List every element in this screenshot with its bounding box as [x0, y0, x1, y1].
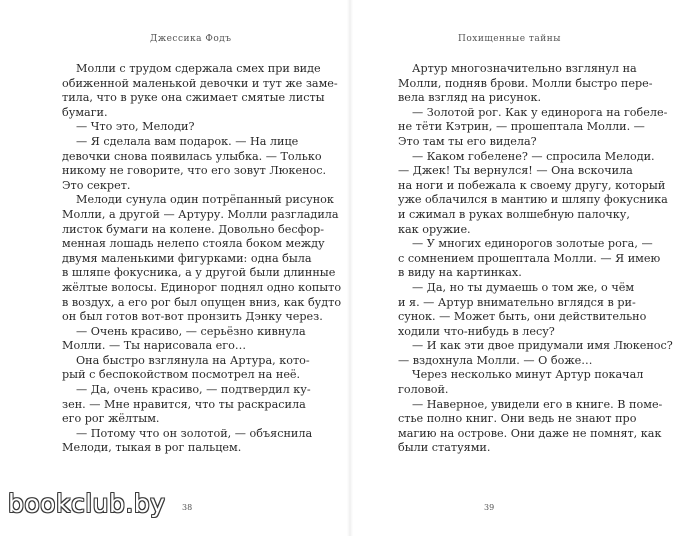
text-line: в шляпе фокусника, а у другой были длинные — [62, 266, 336, 280]
text-line: Молли. — Ты нарисовала его… — [62, 339, 247, 353]
text-line: стье полно книг. Они ведь не знают про — [398, 412, 637, 426]
text-line: — Да, очень красиво, — подтвердил ку- — [76, 383, 311, 397]
text-line: Молли, а другой — Артуру. Молли разгладила — [62, 207, 339, 221]
text-line: — Да, но ты думаешь о том же, о чём — [412, 280, 635, 294]
text-line: зен. — Мне нравится, что ты раскрасила — [62, 397, 306, 411]
text-line: вела взгляд на рисунок. — [398, 91, 542, 105]
text-line: сунок. — Может быть, они действительно — [398, 310, 647, 324]
text-line: — Наверное, увидели его в книге. В поме- — [412, 397, 663, 411]
text-line: и я. — Артур внимательно вглядся в ри- — [398, 295, 636, 309]
text-line: — Я сделала вам подарок. — На лице — [76, 134, 299, 148]
text-line: как оружие. — [398, 222, 471, 236]
text-line: Это там ты его видела? — [398, 134, 537, 148]
text-line: менная лошадь нелепо стояла боком между — [62, 237, 325, 251]
text-line: его рог жёлтым. — [62, 412, 160, 426]
text-line: — Что это, Мелоди? — [76, 120, 195, 134]
text-line: — У многих единорогов золотые рога, — — [412, 237, 653, 251]
text-line: он был готов вот-вот пронзить Дэнку через. — [62, 310, 323, 324]
text-line: — Джек! Ты вернулся! — Она вскочила — [398, 164, 633, 178]
text-line: Молли, подняв брови. Молли быстро пере- — [398, 76, 653, 90]
text-line: головой. — [398, 383, 449, 397]
text-line: Мелоди сунула один потрёпанный рисунок — [76, 193, 334, 207]
text-line: — И как эти двое придумали имя Люкенос? — [412, 339, 673, 353]
text-line: девочки снова появилась улыбка. — Только — [62, 149, 322, 163]
text-line: Она быстро взглянула на Артура, кото- — [76, 353, 310, 367]
text-line: уже облачился в мантию и шляпу фокусника — [398, 193, 668, 207]
text-line: с сомнением прошептала Молли. — Я имею — [398, 251, 661, 265]
text-line: — Каком гобелене? — спросила Мелоди. — [412, 149, 655, 163]
text-line: ходили что-нибудь в лесу? — [398, 324, 555, 338]
text-line: бумаги. — [62, 105, 108, 119]
text-line: — Очень красиво, — серьёзно кивнула — [76, 324, 306, 338]
right-page — [350, 0, 700, 536]
text-line: Через несколько минут Артур покачал — [412, 368, 644, 382]
text-line: были статуями. — [398, 441, 491, 455]
text-line: двумя маленькими фигурками: одна была — [62, 251, 312, 265]
text-line: обиженной маленькой девочки и тут же заме- — [62, 76, 338, 90]
text-line: Молли с трудом сдержала смех при виде — [76, 62, 321, 75]
left-page-number: 38 — [182, 503, 193, 512]
text-line: листок бумаги на колене. Довольно бесфор- — [62, 222, 325, 236]
text-line: — вздохнула Молли. — О боже… — [398, 353, 593, 367]
text-line: жёлтые волосы. Единорог поднял одно копыто — [62, 280, 342, 294]
text-line: — Потому что он золотой, — объяснила — [76, 426, 313, 440]
text-line: в воздух, а его рог был опущен вниз, как будто — [62, 295, 342, 309]
left-running-head: Джессика Фодъ — [150, 34, 232, 44]
right-running-head: Похищенные тайны — [458, 34, 561, 44]
bookclub-watermark: bookclub.by — [8, 489, 166, 518]
right-text-block — [398, 62, 673, 456]
text-line: Мелоди, тыкая в рог пальцем. — [62, 441, 242, 455]
text-line: Артур многозначительно взглянул на — [412, 62, 637, 75]
text-line: — Золотой рог. Как у единорога на гобеле- — [412, 105, 668, 119]
text-line: никому не говорите, что его зовут Люкенос. — [62, 164, 327, 178]
text-line: в виду на картинках. — [398, 266, 522, 280]
left-text-block — [62, 62, 342, 456]
text-line: Это секрет. — [62, 178, 131, 192]
text-line: тила, что в руке она сжимает смятые листы — [62, 91, 325, 105]
text-line: рый с беспокойством посмотрел на неё. — [62, 368, 301, 382]
right-page-number: 39 — [484, 503, 495, 512]
text-line: на ноги и побежала к своему другу, который — [398, 178, 666, 192]
text-line: и сжимал в руках волшебную палочку, — [398, 207, 630, 221]
text-line: не тёти Кэтрин, — прошептала Молли. — — [398, 120, 645, 134]
text-line: магию на острове. Они даже не помнят, как — [398, 426, 662, 440]
